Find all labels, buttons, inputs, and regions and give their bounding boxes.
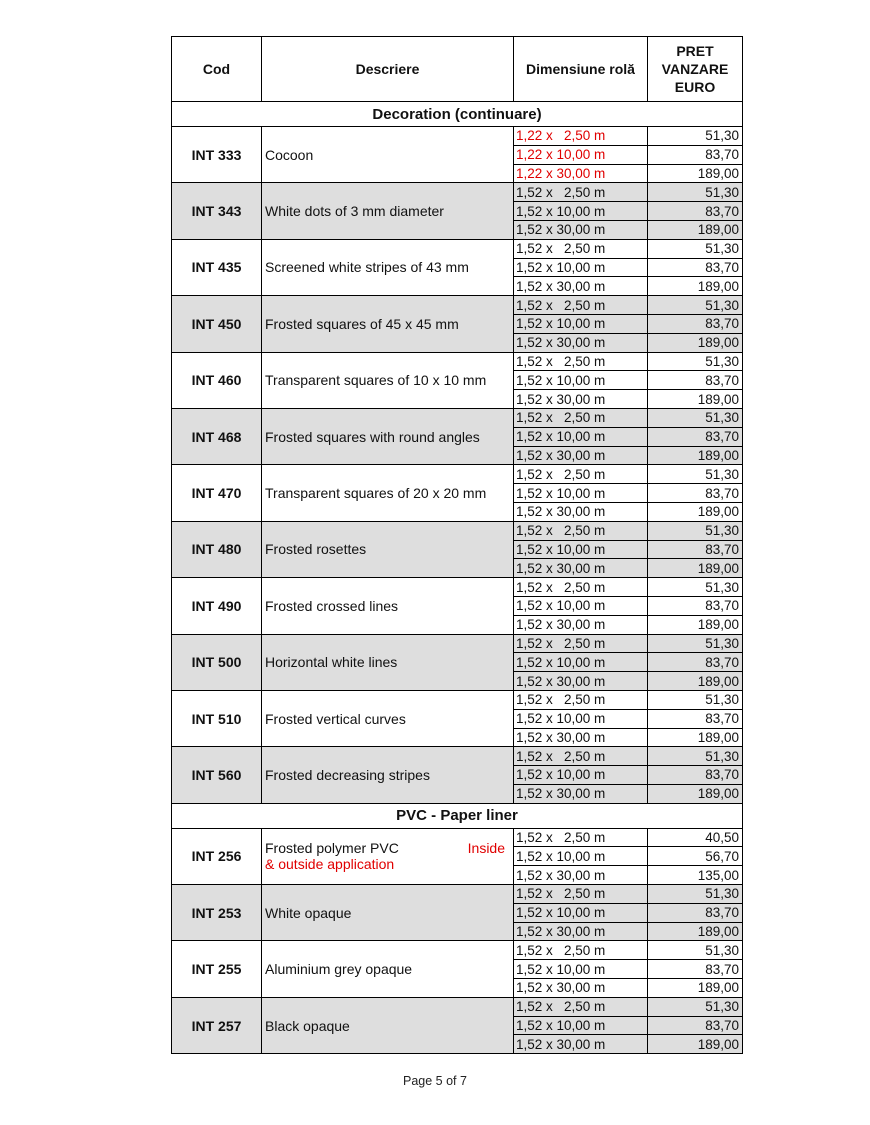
- roll-dimension: 1,52 x 30,00 m: [514, 1035, 648, 1054]
- roll-dimension: 1,52 x 10,00 m: [514, 709, 648, 728]
- roll-dimension: 1,52 x 2,50 m: [514, 408, 648, 427]
- price-euro: 189,00: [648, 922, 743, 941]
- description-block: [265, 840, 513, 872]
- roll-dimension: 1,22 x 2,50 m: [514, 127, 648, 146]
- price-euro: 189,00: [648, 672, 743, 691]
- roll-dimension: 1,52 x 10,00 m: [514, 258, 648, 277]
- table-row: [172, 634, 743, 653]
- price-euro: 83,70: [648, 903, 743, 922]
- roll-dimension: 1,52 x 2,50 m: [514, 885, 648, 904]
- price-euro: 51,30: [648, 885, 743, 904]
- price-euro: 40,50: [648, 828, 743, 847]
- roll-dimension: 1,52 x 2,50 m: [514, 352, 648, 371]
- roll-dimension: 1,52 x 10,00 m: [514, 484, 648, 503]
- price-euro: 189,00: [648, 784, 743, 803]
- product-code: INT 490: [172, 578, 262, 634]
- price-euro: 51,30: [648, 578, 743, 597]
- price-euro: 51,30: [648, 941, 743, 960]
- price-euro: 189,00: [648, 979, 743, 998]
- price-euro: 83,70: [648, 653, 743, 672]
- product-code: INT 257: [172, 997, 262, 1053]
- price-euro: 189,00: [648, 446, 743, 465]
- roll-dimension: 1,52 x 2,50 m: [514, 296, 648, 315]
- price-euro: 83,70: [648, 371, 743, 390]
- product-description: Frosted decreasing stripes: [262, 747, 514, 803]
- table-row: [172, 690, 743, 709]
- price-euro: 51,30: [648, 997, 743, 1016]
- roll-dimension: 1,52 x 2,50 m: [514, 690, 648, 709]
- price-euro: 189,00: [648, 502, 743, 521]
- price-euro: 51,30: [648, 183, 743, 202]
- roll-dimension: 1,52 x 30,00 m: [514, 728, 648, 747]
- price-euro: 83,70: [648, 960, 743, 979]
- price-table: [171, 36, 743, 1054]
- product-code: INT 255: [172, 941, 262, 997]
- roll-dimension: 1,22 x 30,00 m: [514, 164, 648, 183]
- price-sheet: [171, 36, 742, 1054]
- table-row: [172, 941, 743, 960]
- product-description: Aluminium grey opaque: [262, 941, 514, 997]
- header-dimension: Dimensiune rolă: [514, 37, 648, 102]
- table-row: [172, 127, 743, 146]
- product-code: INT 450: [172, 296, 262, 352]
- price-euro: 83,70: [648, 1016, 743, 1035]
- product-description: White dots of 3 mm diameter: [262, 183, 514, 239]
- section-title: PVC - Paper liner: [172, 803, 743, 828]
- table-row: [172, 521, 743, 540]
- roll-dimension: 1,52 x 10,00 m: [514, 903, 648, 922]
- section-row: [172, 102, 743, 127]
- product-code: INT 480: [172, 521, 262, 577]
- product-code: INT 343: [172, 183, 262, 239]
- section-row: [172, 803, 743, 828]
- roll-dimension: 1,52 x 30,00 m: [514, 277, 648, 296]
- roll-dimension: 1,52 x 2,50 m: [514, 521, 648, 540]
- product-code: INT 560: [172, 747, 262, 803]
- table-row: [172, 408, 743, 427]
- table-row: [172, 183, 743, 202]
- roll-dimension: 1,52 x 2,50 m: [514, 747, 648, 766]
- table-row: [172, 465, 743, 484]
- table-row: [172, 885, 743, 904]
- roll-dimension: 1,52 x 10,00 m: [514, 314, 648, 333]
- price-euro: 51,30: [648, 127, 743, 146]
- header-code: Cod: [172, 37, 262, 102]
- product-code: INT 256: [172, 828, 262, 884]
- table-row: [172, 352, 743, 371]
- price-euro: 51,30: [648, 690, 743, 709]
- price-euro: 135,00: [648, 866, 743, 885]
- roll-dimension: 1,52 x 2,50 m: [514, 941, 648, 960]
- product-description: [262, 828, 514, 884]
- table-row: [172, 828, 743, 847]
- product-description: Frosted vertical curves: [262, 690, 514, 746]
- roll-dimension: 1,52 x 30,00 m: [514, 502, 648, 521]
- product-description: Transparent squares of 20 x 20 mm: [262, 465, 514, 521]
- roll-dimension: 1,52 x 30,00 m: [514, 615, 648, 634]
- roll-dimension: 1,52 x 30,00 m: [514, 333, 648, 352]
- table-row: [172, 296, 743, 315]
- price-euro: 189,00: [648, 164, 743, 183]
- product-description: Transparent squares of 10 x 10 mm: [262, 352, 514, 408]
- product-code: INT 253: [172, 885, 262, 941]
- price-euro: 51,30: [648, 465, 743, 484]
- header-description: Descriere: [262, 37, 514, 102]
- product-description: Black opaque: [262, 997, 514, 1053]
- price-euro: 56,70: [648, 847, 743, 866]
- price-euro: 51,30: [648, 408, 743, 427]
- roll-dimension: 1,52 x 2,50 m: [514, 183, 648, 202]
- page-number: Page 5 of 7: [403, 1074, 467, 1088]
- roll-dimension: 1,52 x 30,00 m: [514, 979, 648, 998]
- section-title: Decoration (continuare): [172, 102, 743, 127]
- roll-dimension: 1,52 x 2,50 m: [514, 997, 648, 1016]
- price-euro: 189,00: [648, 277, 743, 296]
- price-euro: 83,70: [648, 258, 743, 277]
- product-code: INT 500: [172, 634, 262, 690]
- table-row: [172, 997, 743, 1016]
- roll-dimension: 1,52 x 2,50 m: [514, 828, 648, 847]
- product-code: INT 470: [172, 465, 262, 521]
- price-euro: 189,00: [648, 559, 743, 578]
- product-code: INT 510: [172, 690, 262, 746]
- roll-dimension: 1,52 x 2,50 m: [514, 239, 648, 258]
- roll-dimension: 1,52 x 10,00 m: [514, 960, 648, 979]
- product-description: White opaque: [262, 885, 514, 941]
- table-row: [172, 578, 743, 597]
- product-description: Frosted crossed lines: [262, 578, 514, 634]
- price-euro: 189,00: [648, 220, 743, 239]
- price-euro: 51,30: [648, 634, 743, 653]
- roll-dimension: 1,52 x 10,00 m: [514, 596, 648, 615]
- price-euro: 83,70: [648, 484, 743, 503]
- roll-dimension: 1,52 x 2,50 m: [514, 634, 648, 653]
- price-euro: 83,70: [648, 145, 743, 164]
- price-euro: 83,70: [648, 314, 743, 333]
- header-price: [648, 37, 743, 102]
- product-description: Screened white stripes of 43 mm: [262, 239, 514, 295]
- price-euro: 51,30: [648, 747, 743, 766]
- roll-dimension: 1,52 x 30,00 m: [514, 784, 648, 803]
- product-code: INT 435: [172, 239, 262, 295]
- roll-dimension: 1,52 x 30,00 m: [514, 672, 648, 691]
- roll-dimension: 1,52 x 30,00 m: [514, 446, 648, 465]
- product-code: INT 468: [172, 408, 262, 464]
- roll-dimension: 1,52 x 2,50 m: [514, 578, 648, 597]
- product-description: Frosted rosettes: [262, 521, 514, 577]
- roll-dimension: 1,22 x 10,00 m: [514, 145, 648, 164]
- price-euro: 51,30: [648, 521, 743, 540]
- price-euro: 189,00: [648, 333, 743, 352]
- header-price-label: PRET VANZARE EURO: [661, 43, 729, 95]
- table-row: [172, 239, 743, 258]
- price-euro: 189,00: [648, 390, 743, 409]
- price-euro: 83,70: [648, 202, 743, 221]
- product-description: Cocoon: [262, 127, 514, 183]
- price-euro: 51,30: [648, 296, 743, 315]
- description-application-note: & outside application: [265, 856, 395, 873]
- price-euro: 83,70: [648, 596, 743, 615]
- roll-dimension: 1,52 x 30,00 m: [514, 866, 648, 885]
- roll-dimension: 1,52 x 30,00 m: [514, 390, 648, 409]
- table-body: [172, 102, 743, 1054]
- roll-dimension: 1,52 x 10,00 m: [514, 653, 648, 672]
- roll-dimension: 1,52 x 10,00 m: [514, 540, 648, 559]
- price-euro: 83,70: [648, 427, 743, 446]
- product-description: Horizontal white lines: [262, 634, 514, 690]
- price-euro: 189,00: [648, 728, 743, 747]
- price-euro: 189,00: [648, 615, 743, 634]
- product-description: Frosted squares with round angles: [262, 408, 514, 464]
- roll-dimension: 1,52 x 30,00 m: [514, 220, 648, 239]
- price-euro: 51,30: [648, 352, 743, 371]
- table-row: [172, 747, 743, 766]
- roll-dimension: 1,52 x 10,00 m: [514, 427, 648, 446]
- product-code: INT 460: [172, 352, 262, 408]
- price-euro: 83,70: [648, 540, 743, 559]
- roll-dimension: 1,52 x 10,00 m: [514, 766, 648, 785]
- roll-dimension: 1,52 x 30,00 m: [514, 559, 648, 578]
- product-code: INT 333: [172, 127, 262, 183]
- roll-dimension: 1,52 x 2,50 m: [514, 465, 648, 484]
- price-euro: 83,70: [648, 709, 743, 728]
- description-text: Frosted polymer PVC: [265, 840, 399, 857]
- roll-dimension: 1,52 x 10,00 m: [514, 847, 648, 866]
- table-header-row: [172, 37, 743, 102]
- roll-dimension: 1,52 x 10,00 m: [514, 371, 648, 390]
- roll-dimension: 1,52 x 10,00 m: [514, 202, 648, 221]
- product-description: Frosted squares of 45 x 45 mm: [262, 296, 514, 352]
- description-inside-note: Inside: [467, 840, 505, 857]
- price-euro: 83,70: [648, 766, 743, 785]
- price-euro: 189,00: [648, 1035, 743, 1054]
- price-euro: 51,30: [648, 239, 743, 258]
- roll-dimension: 1,52 x 10,00 m: [514, 1016, 648, 1035]
- roll-dimension: 1,52 x 30,00 m: [514, 922, 648, 941]
